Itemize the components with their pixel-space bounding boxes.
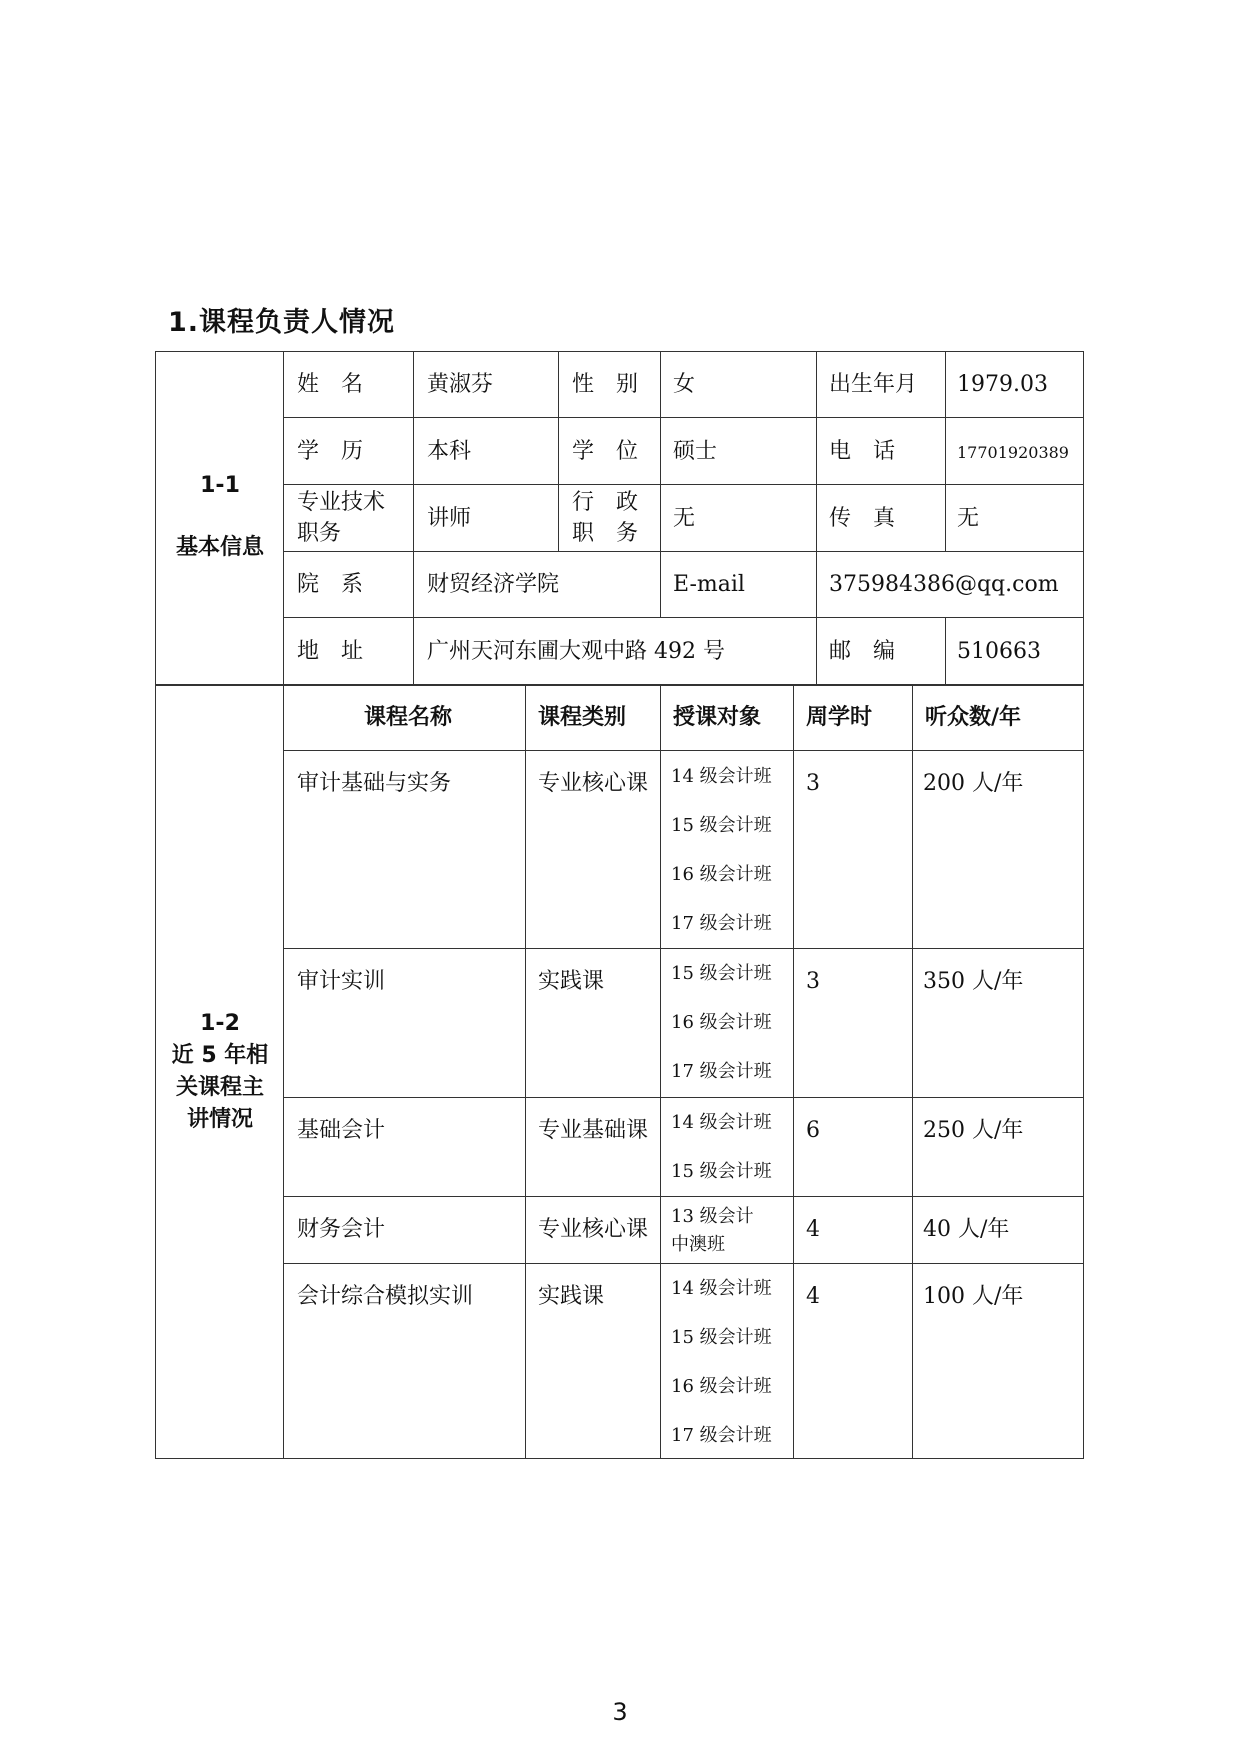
education-value: 本科: [427, 439, 472, 464]
course-class: 17 级会计班: [671, 1425, 772, 1446]
course-type: 实践课: [538, 969, 605, 994]
header-weekly-hours: 周学时: [806, 705, 873, 730]
course-class: 14 级会计班: [671, 1112, 772, 1133]
course-class: 15 级会计班: [671, 815, 772, 836]
section-name: 近 5 年相关课程主讲情况: [171, 1043, 269, 1132]
degree-value: 硕士: [673, 439, 718, 464]
email-value: 375984386@qq.com: [829, 572, 1059, 597]
course-type: 专业基础课: [538, 1118, 649, 1143]
divider: [912, 684, 913, 1459]
header-course-type: 课程类别: [538, 705, 627, 730]
course-class: 16 级会计班: [671, 864, 772, 885]
fax-value: 无: [957, 506, 980, 531]
divider: [525, 684, 526, 1459]
divider: [283, 417, 1084, 418]
course-hours: 3: [806, 771, 820, 796]
section-1-2-label: [168, 1008, 272, 1136]
course-name: 基础会计: [297, 1118, 386, 1143]
course-class: 13 级会计中澳班: [671, 1206, 754, 1255]
header-course-name: 课程名称: [364, 705, 453, 730]
course-audience: 40 人/年: [923, 1217, 1010, 1242]
course-class: 14 级会计班: [671, 1278, 772, 1299]
course-class: 17 级会计班: [671, 1061, 772, 1082]
education-label: 学 历: [297, 439, 364, 464]
course-type: 实践课: [538, 1284, 605, 1309]
course-class: 16 级会计班: [671, 1376, 772, 1397]
divider: [660, 351, 661, 617]
course-audience: 200 人/年: [923, 771, 1024, 796]
section-title: 1.课程负责人情况: [168, 307, 396, 338]
divider: [945, 617, 946, 684]
divider: [283, 617, 1084, 618]
divider: [283, 1196, 1084, 1197]
course-hours: 4: [806, 1284, 820, 1309]
gender-label: 性 别: [572, 372, 639, 397]
section-name: 基本信息: [175, 535, 264, 560]
degree-label: 学 位: [572, 439, 639, 464]
divider: [793, 684, 794, 1459]
section-divider: [155, 684, 1084, 686]
divider: [283, 1263, 1084, 1264]
name-label: 姓 名: [297, 372, 364, 397]
divider: [283, 948, 1084, 949]
course-class: 15 级会计班: [671, 963, 772, 984]
course-class: 16 级会计班: [671, 1012, 772, 1033]
header-target: 授课对象: [673, 705, 762, 730]
course-audience: 250 人/年: [923, 1118, 1024, 1143]
title-value: 讲师: [427, 506, 472, 531]
course-name: 审计实训: [297, 969, 386, 994]
birth-value: 1979.03: [957, 372, 1048, 397]
divider: [283, 1097, 1084, 1098]
divider: [558, 351, 559, 551]
divider: [816, 351, 817, 684]
fax-label: 传 真: [829, 506, 896, 531]
email-label: E-mail: [673, 572, 745, 597]
section-1-1-label: [160, 470, 280, 564]
section-code: 1-2: [200, 1011, 240, 1036]
course-type: 专业核心课: [538, 771, 649, 796]
divider: [283, 551, 1084, 552]
course-class: 17 级会计班: [671, 913, 772, 934]
course-class: 14 级会计班: [671, 766, 772, 787]
name-value: 黄淑芬: [427, 372, 494, 397]
divider: [283, 484, 1084, 485]
course-class: 15 级会计班: [671, 1327, 772, 1348]
postcode-label: 邮 编: [829, 639, 896, 664]
divider: [413, 351, 414, 684]
title-label: 专业技术职务: [297, 490, 386, 546]
page-number: 3: [612, 1698, 628, 1726]
divider: [660, 684, 661, 1459]
divider: [945, 351, 946, 551]
course-name: 会计综合模拟实训: [297, 1284, 474, 1309]
gender-value: 女: [673, 372, 696, 397]
admin-label: 行 政职 务: [572, 490, 639, 546]
course-hours: 3: [806, 969, 820, 994]
course-hours: 6: [806, 1118, 820, 1143]
course-audience: 100 人/年: [923, 1284, 1024, 1309]
course-class: 15 级会计班: [671, 1161, 772, 1182]
divider: [283, 750, 1084, 751]
phone-value: 17701920389: [957, 443, 1069, 462]
birth-label: 出生年月: [829, 372, 918, 397]
section-code: 1-1: [200, 473, 240, 498]
department-label: 院 系: [297, 572, 364, 597]
course-type: 专业核心课: [538, 1217, 649, 1242]
postcode-value: 510663: [957, 639, 1041, 664]
address-label: 地 址: [297, 639, 364, 664]
course-name: 财务会计: [297, 1217, 386, 1242]
header-audience: 听众数/年: [925, 705, 1022, 730]
phone-label: 电 话: [829, 439, 896, 464]
department-value: 财贸经济学院: [427, 572, 560, 597]
course-audience: 350 人/年: [923, 969, 1024, 994]
address-value: 广州天河东圃大观中路 492 号: [427, 639, 725, 664]
divider: [283, 351, 284, 1459]
admin-value: 无: [673, 506, 696, 531]
course-name: 审计基础与实务: [297, 771, 452, 796]
course-hours: 4: [806, 1217, 820, 1242]
